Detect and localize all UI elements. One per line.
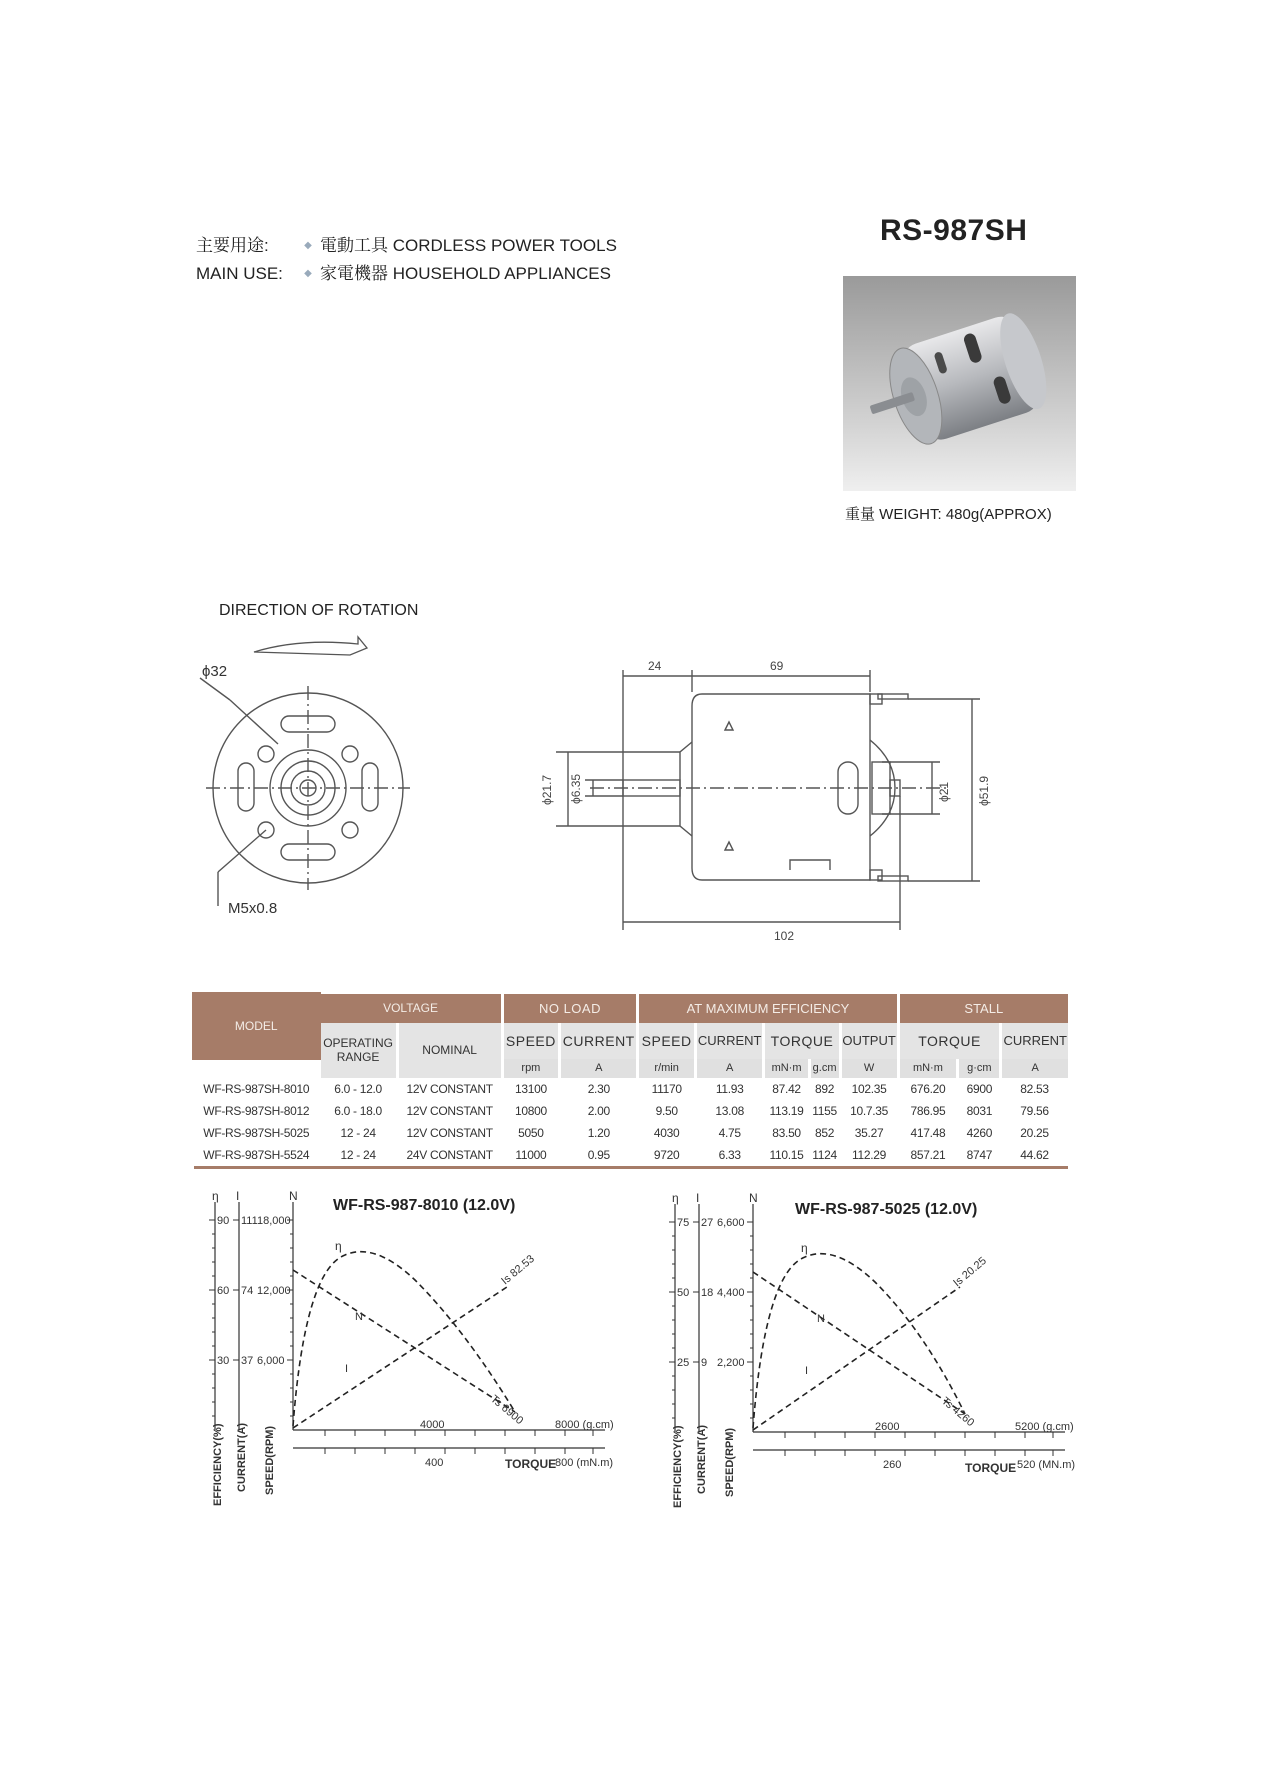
group-voltage: VOLTAGE	[319, 994, 502, 1023]
group-no-load: NO LOAD	[502, 994, 638, 1023]
i-curve-label: I	[345, 1363, 349, 1375]
model-title: RS-987SH	[880, 214, 1028, 247]
main-use-item: 家電機器 HOUSEHOLD APPLIANCES	[320, 264, 611, 283]
table-cell: 4260	[966, 1126, 993, 1140]
dim-69: 69	[770, 659, 784, 673]
graph-title: WF-RS-987-8010 (12.0V)	[333, 1197, 516, 1214]
performance-graph-2	[665, 1192, 1095, 1512]
sub-speed: SPEED	[502, 1023, 560, 1059]
n-curve-label: N	[355, 1311, 363, 1323]
x-bot-tick: 520 (MN.m)	[1017, 1459, 1076, 1471]
axis-efficiency-label: EFFICIENCY(%)	[212, 1423, 224, 1506]
axis-speed-label: SPEED(RPM)	[724, 1427, 736, 1497]
table-cell: 44.62	[1020, 1148, 1049, 1162]
group-stall: STALL	[898, 994, 1068, 1023]
n-curve-label: N	[817, 1313, 825, 1325]
m5-label: M5x0.8	[228, 900, 278, 917]
table-cell: 5050	[518, 1126, 544, 1140]
dim-phi51-9: ϕ51.9	[977, 775, 991, 806]
table-cell: 79.56	[1020, 1104, 1049, 1118]
table-cell: 12V CONSTANT	[406, 1082, 493, 1096]
table-cell: 8747	[966, 1148, 993, 1162]
model-header: MODEL	[194, 994, 320, 1059]
table-cell: 11170	[651, 1082, 682, 1096]
table-cell: 9720	[653, 1148, 680, 1162]
unit-cell: A	[1001, 1059, 1068, 1079]
table-cell: 892	[815, 1082, 835, 1096]
axis-current-label: CURRENT(A)	[236, 1422, 248, 1492]
sub-current: CURRENT	[560, 1023, 638, 1059]
eta-curve-label: η	[335, 1239, 342, 1253]
eta-tick: 90	[217, 1215, 230, 1227]
sub-torque: TORQUE	[898, 1023, 1001, 1059]
spec-table	[192, 992, 1068, 1169]
n-tick: 6,600	[717, 1217, 745, 1229]
sub-torque: TORQUE	[764, 1023, 840, 1059]
table-row	[194, 1122, 1069, 1144]
n-tick: 4,400	[717, 1287, 745, 1299]
table-cell: 11.93	[715, 1082, 744, 1096]
table-cell: 12 - 24	[340, 1126, 376, 1140]
table-cell: 2.30	[587, 1082, 610, 1096]
sub-current: CURRENT	[695, 1023, 763, 1059]
n-symbol: N	[289, 1190, 298, 1203]
x-top-tick: 2600	[875, 1421, 900, 1433]
table-cell: 417.48	[910, 1126, 946, 1140]
table-cell: 9.50	[655, 1104, 678, 1118]
x-bot-tick: 400	[425, 1457, 444, 1469]
technical-drawing	[190, 630, 1090, 950]
dim-phi6-35: ϕ6.35	[569, 773, 583, 804]
table-cell: 6.33	[718, 1148, 741, 1162]
eta-symbol: η	[672, 1192, 679, 1205]
unit-cell: mN·m	[898, 1059, 958, 1079]
table-cell: 110.15	[769, 1148, 804, 1162]
eta-tick: 60	[217, 1285, 230, 1297]
main-use-row-1	[196, 232, 617, 260]
unit-cell: g.cm	[809, 1059, 840, 1079]
table-cell: 102.35	[851, 1082, 887, 1096]
main-use-label-cn: 主要用途:	[196, 236, 269, 255]
dim-phi21-7: ϕ21.7	[540, 774, 554, 805]
is-label: Is 20.25	[951, 1254, 989, 1290]
table-cell: 82.53	[1020, 1082, 1049, 1096]
unit-cell: A	[695, 1059, 763, 1079]
eta-symbol: η	[212, 1190, 219, 1203]
torque-label: TORQUE	[965, 1461, 1017, 1475]
table-cell: 0.95	[587, 1148, 610, 1162]
i-symbol: I	[696, 1192, 700, 1205]
main-use-item: 電動工具 CORDLESS POWER TOOLS	[320, 236, 617, 255]
axis-efficiency-label: EFFICIENCY(%)	[672, 1425, 684, 1508]
table-cell: 4030	[653, 1126, 680, 1140]
motor-photo	[843, 276, 1076, 491]
table-row	[194, 1100, 1069, 1122]
is-label: Is 82.53	[499, 1252, 537, 1288]
table-cell: 1.20	[587, 1126, 610, 1140]
x-top-tick: 4000	[420, 1419, 445, 1431]
table-cell: 8031	[966, 1104, 993, 1118]
table-cell: 6.0 - 12.0	[334, 1082, 382, 1096]
i-symbol: I	[236, 1190, 240, 1203]
table-cell: 786.95	[910, 1104, 946, 1118]
unit-cell: A	[560, 1059, 638, 1079]
sub-operating-range: OPERATING RANGE	[319, 1023, 397, 1079]
sub-current: CURRENT	[1001, 1023, 1068, 1059]
n-tick: 12,000	[257, 1285, 291, 1297]
unit-cell: W	[840, 1059, 898, 1079]
dim-phi21: ϕ21	[937, 781, 951, 802]
table-cell: 13.08	[715, 1104, 744, 1118]
unit-cell: r/min	[638, 1059, 696, 1079]
table-cell: 857.21	[910, 1148, 946, 1162]
table-cell: 112.29	[852, 1148, 887, 1162]
x-bot-tick: 260	[883, 1459, 902, 1471]
table-row	[194, 1144, 1069, 1168]
ts-label: Ts 4260	[939, 1395, 977, 1430]
table-cell: 6900	[966, 1082, 993, 1096]
eta-tick: 25	[677, 1357, 690, 1369]
table-cell: 20.25	[1020, 1126, 1049, 1140]
dim-24: 24	[648, 659, 662, 673]
direction-of-rotation-label: DIRECTION OF ROTATION	[219, 602, 419, 619]
table-cell: 10800	[514, 1104, 547, 1118]
table-cell: 83.50	[772, 1126, 801, 1140]
i-tick: 74	[241, 1285, 254, 1297]
unit-cell: mN·m	[764, 1059, 809, 1079]
graph-title: WF-RS-987-5025 (12.0V)	[795, 1201, 978, 1218]
axis-speed-label: SPEED(RPM)	[264, 1425, 276, 1495]
table-cell: 676.20	[910, 1082, 946, 1096]
main-use	[196, 232, 617, 288]
i-tick: 27	[701, 1217, 714, 1229]
ts-label: Ts 6900	[488, 1393, 526, 1428]
dim-102: 102	[774, 929, 795, 943]
eta-curve-label: η	[801, 1241, 808, 1255]
eta-tick: 30	[217, 1355, 230, 1367]
unit-cell: g·cm	[958, 1059, 1001, 1079]
table-cell: 6.0 - 18.0	[334, 1104, 382, 1118]
table-row	[194, 1078, 1069, 1100]
group-max-efficiency: AT MAXIMUM EFFICIENCY	[638, 994, 898, 1023]
table-cell: WF-RS-987SH-5524	[203, 1148, 310, 1162]
performance-graph-1	[205, 1190, 635, 1510]
sub-nominal: NOMINAL	[397, 1023, 502, 1079]
phi32-label: ϕ32	[202, 663, 228, 680]
sub-output: OUTPUT	[840, 1023, 898, 1059]
i-tick: 18	[701, 1287, 714, 1299]
table-cell: 4.75	[718, 1126, 741, 1140]
n-tick: 18,000	[257, 1215, 291, 1227]
table-cell: 2.00	[587, 1104, 610, 1118]
side-view	[556, 670, 980, 930]
sub-speed: SPEED	[638, 1023, 696, 1059]
table-cell: WF-RS-987SH-8012	[203, 1104, 310, 1118]
table-cell: 1155	[812, 1104, 837, 1118]
table-cell: 1124	[812, 1148, 837, 1162]
weight-label: 重量 WEIGHT: 480g(APPROX)	[845, 506, 1052, 523]
axis-current-label: CURRENT(A)	[696, 1424, 708, 1494]
table-cell: 12V CONSTANT	[406, 1104, 493, 1118]
rotation-arrow-icon	[254, 637, 367, 655]
table-cell: 87.42	[772, 1082, 801, 1096]
n-tick: 6,000	[257, 1355, 285, 1367]
table-cell: 10.7.35	[850, 1104, 889, 1118]
eta-tick: 75	[677, 1217, 690, 1229]
i-curve-label: I	[805, 1365, 809, 1377]
x-top-tick: 5200 (g.cm)	[1015, 1421, 1074, 1433]
table-cell: 11000	[515, 1148, 547, 1162]
bullet-icon: ◆	[304, 268, 312, 279]
torque-label: TORQUE	[505, 1457, 557, 1471]
table-cell: 12 - 24	[340, 1148, 376, 1162]
table-cell: 12V CONSTANT	[406, 1126, 493, 1140]
i-tick: 9	[701, 1357, 708, 1369]
table-cell: 24V CONSTANT	[406, 1148, 493, 1162]
main-use-row-2	[196, 260, 617, 288]
main-use-label-en: MAIN USE:	[196, 264, 283, 283]
eta-tick: 50	[677, 1287, 690, 1299]
table-cell: 35.27	[854, 1126, 884, 1140]
unit-cell: rpm	[502, 1059, 560, 1079]
i-tick: 37	[241, 1355, 254, 1367]
i-tick: 111	[241, 1215, 258, 1227]
table-cell: 852	[815, 1126, 835, 1140]
table-cell: 113.19	[769, 1104, 804, 1118]
x-bot-tick: 800 (mN.m)	[555, 1457, 614, 1469]
front-view	[200, 678, 410, 906]
n-tick: 2,200	[717, 1357, 745, 1369]
table-cell: 13100	[514, 1082, 547, 1096]
n-symbol: N	[749, 1192, 758, 1205]
table-cell: WF-RS-987SH-5025	[203, 1126, 310, 1140]
bullet-icon: ◆	[304, 240, 312, 251]
table-cell: WF-RS-987SH-8010	[203, 1082, 310, 1096]
x-top-tick: 8000 (g.cm)	[555, 1419, 614, 1431]
